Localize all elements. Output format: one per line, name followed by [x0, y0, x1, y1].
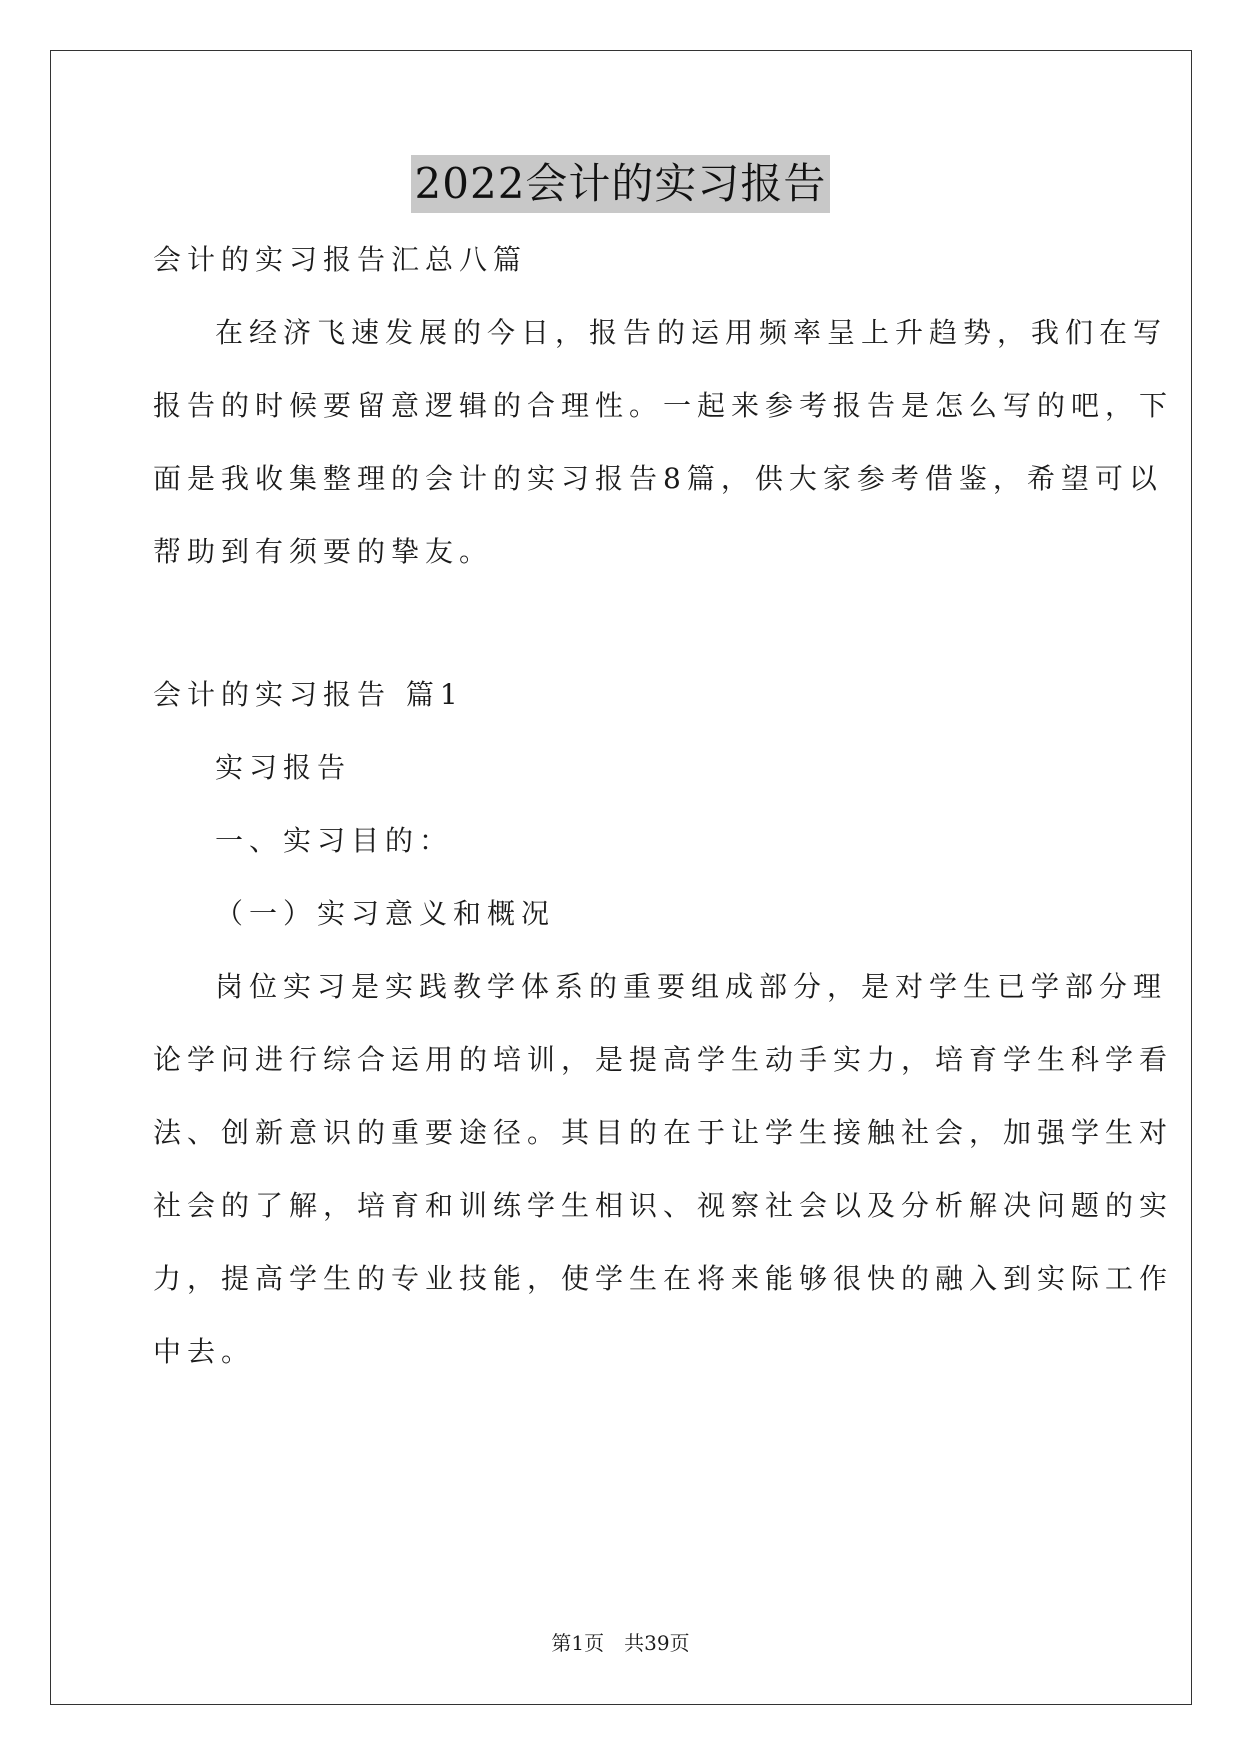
- intro-line-2: 报告的时候要留意逻辑的合理性。一起来参考报告是怎么写的吧，下: [153, 389, 1174, 422]
- body-line-6: 中去。: [153, 1335, 256, 1368]
- intro-line-3: 面是我收集整理的会计的实习报告8篇，供大家参考借鉴，希望可以: [153, 462, 1163, 495]
- report-label: 实习报告: [215, 751, 352, 784]
- page-total: 共39页: [624, 1631, 690, 1655]
- intro-line-4: 帮助到有须要的挚友。: [153, 535, 494, 568]
- page-footer: [0, 1630, 1241, 1656]
- body-line-3: 法、创新意识的重要途径。其目的在于让学生接触社会，加强学生对: [153, 1116, 1174, 1149]
- section-heading: 会计的实习报告 篇1: [153, 678, 464, 711]
- body-line-4: 社会的了解，培育和训练学生相识、视察社会以及分析解决问题的实: [153, 1189, 1174, 1222]
- body-line-5: 力，提高学生的专业技能，使学生在将来能够很快的融入到实际工作: [153, 1262, 1174, 1295]
- heading-purpose: 一、实习目的：: [215, 824, 454, 857]
- body-line-1: 岗位实习是实践教学体系的重要组成部分，是对学生已学部分理: [215, 970, 1168, 1003]
- heading-significance: （一）实习意义和概况: [215, 897, 556, 930]
- title-area: [0, 155, 1241, 213]
- intro-line-1: 在经济飞速发展的今日，报告的运用频率呈上升趋势，我们在写: [215, 316, 1168, 349]
- page-border: [50, 50, 1192, 1705]
- document-subtitle: 会计的实习报告汇总八篇: [153, 243, 528, 276]
- body-line-2: 论学问进行综合运用的培训，是提高学生动手实力，培育学生科学看: [153, 1043, 1174, 1076]
- document-title: 2022会计的实习报告: [411, 155, 831, 213]
- page-number: 第1页: [551, 1631, 605, 1655]
